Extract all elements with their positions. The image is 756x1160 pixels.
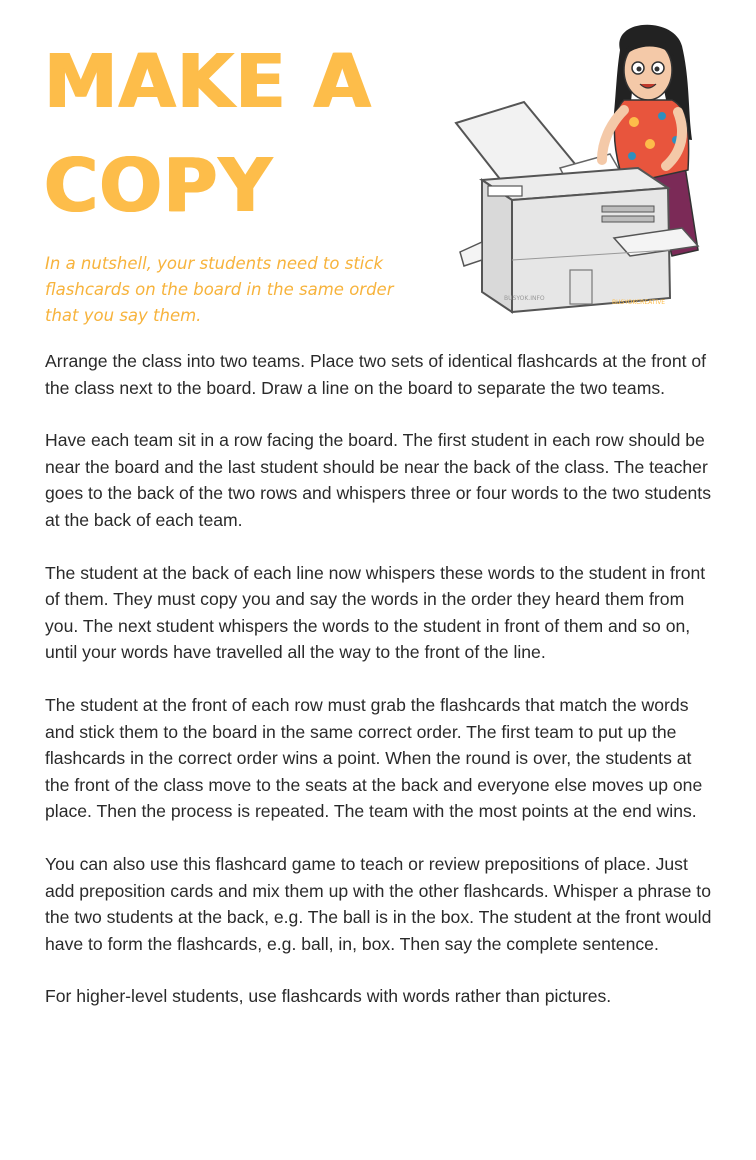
paragraph: For higher-level students, use flashcards with words rather than pictures. — [45, 986, 612, 1007]
copier-label-right: BUSYOKCREATIVE — [612, 299, 666, 306]
subtitle-summary: In a nutshell, your students need to stick flashcards on the board in the same order that you say them. — [45, 254, 394, 325]
copier-machine — [460, 168, 698, 312]
paragraph: The student at the back of each line now whispers these words to the student in front of them. They must copy you and say the words in the order they heard them from you. The next student whispers the words to the student in front of them and so on, until your words have travelled all the way to the front of the line. — [45, 562, 706, 663]
copier-label-left: BUSYOK.INFO — [504, 295, 545, 302]
paragraph: You can also use this flashcard game to teach or review prepositions of place. Just add preposition cards and mix them up with the other flashcards. Whisper a phrase to the two students at the back, e.g. The ball is in the box. The student at the front would have to form the flashcards, e.g. ball, in, box. Then say the complete sentence. — [45, 853, 712, 954]
paragraph: Have each team sit in a row facing the board. The first student in each row should be near the board and the last student should be near the back of the class. The teacher goes to the back of the two rows and whispers three or four words to the two students at the back of each team. — [45, 430, 711, 530]
paragraph: Arrange the class into two teams. Place two sets of identical flashcards at the front of the class next to the board. Draw a line on the board to separate the two teams. — [45, 351, 707, 398]
page-title — [44, 30, 444, 238]
teacher-copier-illustration — [452, 20, 702, 320]
paragraph: The student at the front of each row must grab the flashcards that match the words and stick them to the board in the same correct order. The first team to put up the flashcards in the correct order wins a point. When the round is over, the students at the front of the class move to the seats at the back and everyone else moves up one place. Then the process is repeated. The team with the most points at the end wins. — [45, 694, 703, 822]
instructions-body — [45, 348, 713, 1036]
title-line-1: MAKE A — [44, 39, 372, 125]
title-line-2: COPY — [44, 143, 274, 229]
